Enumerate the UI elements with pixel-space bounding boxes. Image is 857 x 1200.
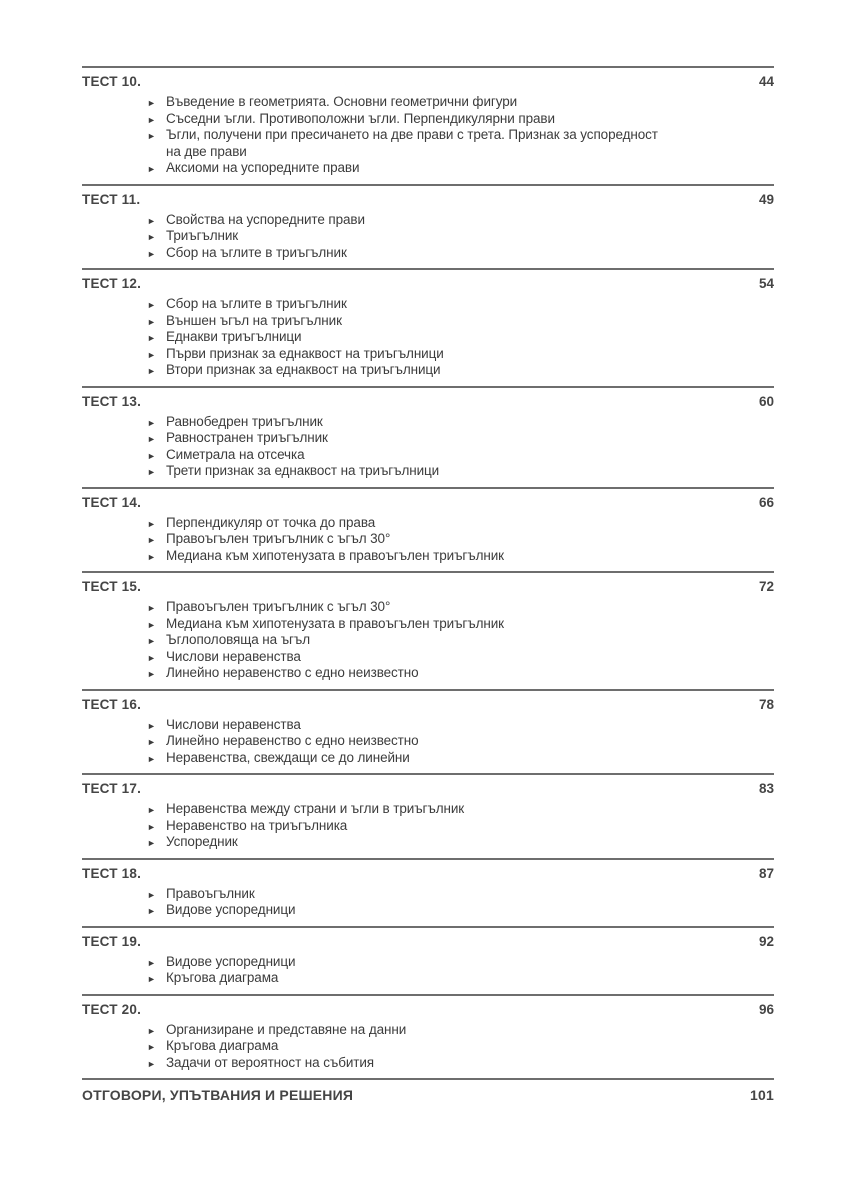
- toc-item-label: Видове успоредници: [166, 953, 296, 969]
- section-header: [82, 933, 774, 951]
- section-page-number: 49: [758, 191, 774, 207]
- toc-content: [82, 66, 774, 1109]
- section-item-list: [82, 801, 666, 851]
- footer-title: ОТГОВОРИ, УПЪТВАНИЯ И РЕШЕНИЯ: [82, 1087, 354, 1103]
- toc-section: [82, 66, 774, 184]
- toc-item: [146, 94, 666, 111]
- toc-item-label: Аксиоми на успоредните прави: [166, 160, 360, 175]
- triangle-bullet-icon: ►: [147, 906, 156, 916]
- section-page-number: 96: [758, 1001, 774, 1017]
- triangle-bullet-icon: ►: [147, 1042, 156, 1052]
- toc-item: [146, 750, 666, 767]
- toc-item-label: Втори признак за еднаквост на триъгълници: [166, 362, 441, 377]
- triangle-bullet-icon: ►: [147, 316, 156, 327]
- toc-item: [146, 801, 666, 818]
- toc-item: [146, 665, 666, 682]
- triangle-bullet-icon: ►: [147, 333, 156, 343]
- section-item-list: [82, 94, 666, 177]
- toc-item: [146, 548, 666, 565]
- section-title: ТЕСТ 12.: [82, 276, 142, 291]
- toc-item-label: Правоъгълен триъгълник с ъгъл 30°: [166, 599, 391, 614]
- toc-section: [82, 994, 774, 1079]
- toc-item-label: Ъглополовяща на ъгъл: [166, 632, 310, 647]
- triangle-bullet-icon: ►: [147, 720, 156, 731]
- toc-section: [82, 926, 774, 994]
- toc-item: [146, 430, 666, 447]
- toc-item: [146, 329, 666, 346]
- toc-item: [146, 111, 666, 128]
- section-header: [82, 191, 774, 209]
- section-item-list: [82, 515, 666, 565]
- section-page-number: 44: [758, 74, 774, 89]
- section-title: ТЕСТ 17.: [82, 781, 142, 796]
- section-title: ТЕСТ 14.: [82, 494, 142, 510]
- toc-item: [146, 717, 666, 734]
- toc-item-label: Съседни ъгли. Противоположни ъгли. Перпендикулярни прави: [166, 110, 555, 126]
- toc-item: [146, 1055, 666, 1072]
- footer-page-number: 101: [750, 1087, 774, 1103]
- triangle-bullet-icon: ►: [147, 957, 156, 968]
- toc-item: [146, 346, 666, 363]
- toc-item: [146, 362, 666, 379]
- section-item-list: [82, 414, 666, 480]
- triangle-bullet-icon: ►: [147, 974, 156, 984]
- toc-item: [146, 834, 666, 851]
- toc-item-label: Неравенство на триъгълника: [166, 817, 348, 833]
- toc-item-label: Триъгълник: [166, 228, 239, 243]
- section-header: [82, 696, 774, 714]
- triangle-bullet-icon: ►: [147, 652, 156, 663]
- triangle-bullet-icon: ►: [147, 434, 156, 444]
- toc-item: [146, 228, 666, 245]
- section-item-list: [82, 1022, 666, 1072]
- toc-sections: [82, 66, 774, 1078]
- toc-item-label: Симетрала на отсечка: [166, 446, 305, 462]
- section-page-number: 60: [758, 393, 774, 409]
- toc-item-label: Сбор на ъглите в триъгълник: [166, 296, 347, 311]
- triangle-bullet-icon: ►: [147, 248, 156, 259]
- toc-item-label: Организиране и представяне на данни: [166, 1021, 407, 1037]
- triangle-bullet-icon: ►: [147, 1025, 156, 1036]
- section-title: ТЕСТ 10.: [82, 74, 142, 89]
- toc-item: [146, 616, 666, 633]
- toc-section: [82, 487, 774, 572]
- toc-item-label: Еднакви триъгълници: [166, 329, 302, 344]
- toc-section: [82, 689, 774, 774]
- triangle-bullet-icon: ►: [147, 636, 156, 646]
- toc-item: [146, 886, 666, 903]
- triangle-bullet-icon: ►: [147, 366, 156, 376]
- toc-item-label: Равностранен триъгълник: [166, 430, 328, 445]
- toc-item-label: Линейно неравенство с едно неизвестно: [166, 665, 419, 680]
- section-title: ТЕСТ 20.: [82, 1001, 142, 1017]
- triangle-bullet-icon: ►: [147, 805, 156, 815]
- section-item-list: [82, 212, 666, 262]
- section-header: [82, 393, 774, 411]
- triangle-bullet-icon: ►: [147, 535, 156, 545]
- toc-item: [146, 127, 666, 160]
- triangle-bullet-icon: ►: [147, 518, 156, 529]
- triangle-bullet-icon: ►: [147, 232, 156, 242]
- toc-item: [146, 902, 666, 919]
- toc-item-label: Свойства на успоредните прави: [166, 211, 365, 227]
- section-header: [82, 275, 774, 293]
- triangle-bullet-icon: ►: [147, 131, 156, 141]
- toc-item-label: Равнобедрен триъгълник: [166, 413, 323, 429]
- toc-item-label: Правоъгълник: [166, 885, 255, 901]
- toc-item: [146, 531, 666, 548]
- section-page-number: 54: [758, 276, 774, 291]
- toc-item-label: Медиана към хипотенузата в правоъгълен триъгълник: [166, 615, 504, 631]
- toc-item-label: Кръгова диаграма: [166, 1038, 279, 1053]
- triangle-bullet-icon: ►: [147, 467, 156, 477]
- section-item-list: [82, 296, 666, 379]
- toc-item: [146, 447, 666, 464]
- toc-item-label: Числови неравенства: [166, 648, 301, 664]
- section-title: ТЕСТ 15.: [82, 579, 142, 594]
- triangle-bullet-icon: ►: [147, 1058, 156, 1069]
- triangle-bullet-icon: ►: [147, 164, 156, 174]
- triangle-bullet-icon: ►: [147, 669, 156, 679]
- section-header: [82, 73, 774, 91]
- toc-item: [146, 1022, 666, 1039]
- toc-item-label: Медиана към хипотенузата в правоъгълен триъгълник: [166, 547, 504, 563]
- toc-item-label: Първи признак за еднаквост на триъгълници: [166, 345, 444, 361]
- section-page-number: 92: [758, 933, 774, 949]
- toc-item-label: Ъгли, получени при пресичането на две прави с трета. Признак за успоредност на две прави: [166, 127, 658, 159]
- section-header: [82, 578, 774, 596]
- toc-footer: [82, 1078, 774, 1109]
- triangle-bullet-icon: ►: [147, 753, 156, 764]
- section-item-list: [82, 599, 666, 682]
- section-page-number: 87: [758, 865, 774, 881]
- toc-item: [146, 649, 666, 666]
- triangle-bullet-icon: ►: [147, 349, 156, 360]
- toc-item: [146, 414, 666, 431]
- toc-section: [82, 773, 774, 858]
- toc-item-label: Неравенства, свеждащи се до линейни: [166, 749, 410, 765]
- toc-item-label: Правоъгълен триъгълник с ъгъл 30°: [166, 531, 391, 546]
- triangle-bullet-icon: ►: [147, 450, 156, 461]
- toc-item-label: Неравенства между страни и ъгли в триъгълник: [166, 801, 465, 816]
- section-header: [82, 865, 774, 883]
- triangle-bullet-icon: ►: [147, 737, 156, 747]
- section-header: [82, 494, 774, 512]
- triangle-bullet-icon: ►: [147, 114, 156, 125]
- toc-item-label: Успоредник: [166, 834, 238, 849]
- triangle-bullet-icon: ►: [147, 98, 156, 108]
- section-item-list: [82, 954, 666, 987]
- toc-section: [82, 571, 774, 689]
- section-item-list: [82, 717, 666, 767]
- section-title: ТЕСТ 18.: [82, 865, 142, 881]
- section-page-number: 66: [758, 494, 774, 510]
- section-item-list: [82, 886, 666, 919]
- triangle-bullet-icon: ►: [147, 821, 156, 832]
- triangle-bullet-icon: ►: [147, 300, 156, 310]
- triangle-bullet-icon: ►: [147, 889, 156, 900]
- section-page-number: 72: [758, 579, 774, 594]
- section-title: ТЕСТ 11.: [82, 191, 141, 207]
- section-page-number: 78: [758, 696, 774, 712]
- triangle-bullet-icon: ►: [147, 417, 156, 428]
- toc-item: [146, 970, 666, 987]
- toc-item-label: Видове успоредници: [166, 902, 296, 917]
- toc-item-label: Числови неравенства: [166, 716, 301, 732]
- toc-section: [82, 268, 774, 386]
- toc-item: [146, 160, 666, 177]
- toc-item-label: Задачи от вероятност на събития: [166, 1054, 375, 1070]
- triangle-bullet-icon: ►: [147, 551, 156, 562]
- section-page-number: 83: [758, 781, 774, 796]
- triangle-bullet-icon: ►: [147, 603, 156, 613]
- section-header: [82, 1001, 774, 1019]
- toc-item: [146, 296, 666, 313]
- toc-section: [82, 184, 774, 269]
- toc-item: [146, 632, 666, 649]
- toc-item: [146, 599, 666, 616]
- section-header: [82, 780, 774, 798]
- toc-item-label: Външен ъгъл на триъгълник: [166, 312, 342, 328]
- toc-section: [82, 386, 774, 487]
- toc-item-label: Сбор на ъглите в триъгълник: [166, 244, 347, 260]
- toc-item: [146, 212, 666, 229]
- toc-item: [146, 245, 666, 262]
- toc-item: [146, 463, 666, 480]
- toc-item: [146, 954, 666, 971]
- toc-item: [146, 313, 666, 330]
- toc-item-label: Въведение в геометрията. Основни геометрични фигури: [166, 94, 518, 109]
- section-title: ТЕСТ 13.: [82, 393, 142, 409]
- toc-item: [146, 733, 666, 750]
- toc-item: [146, 1038, 666, 1055]
- toc-item-label: Кръгова диаграма: [166, 970, 279, 985]
- triangle-bullet-icon: ►: [147, 619, 156, 630]
- triangle-bullet-icon: ►: [147, 215, 156, 226]
- toc-item-label: Перпендикуляр от точка до права: [166, 514, 376, 530]
- toc-item-label: Трети признак за еднаквост на триъгълници: [166, 463, 440, 478]
- triangle-bullet-icon: ►: [147, 838, 156, 848]
- toc-section: [82, 858, 774, 926]
- toc-item: [146, 818, 666, 835]
- section-title: ТЕСТ 19.: [82, 933, 142, 949]
- section-title: ТЕСТ 16.: [82, 696, 142, 712]
- toc-item-label: Линейно неравенство с едно неизвестно: [166, 733, 419, 748]
- toc-item: [146, 515, 666, 532]
